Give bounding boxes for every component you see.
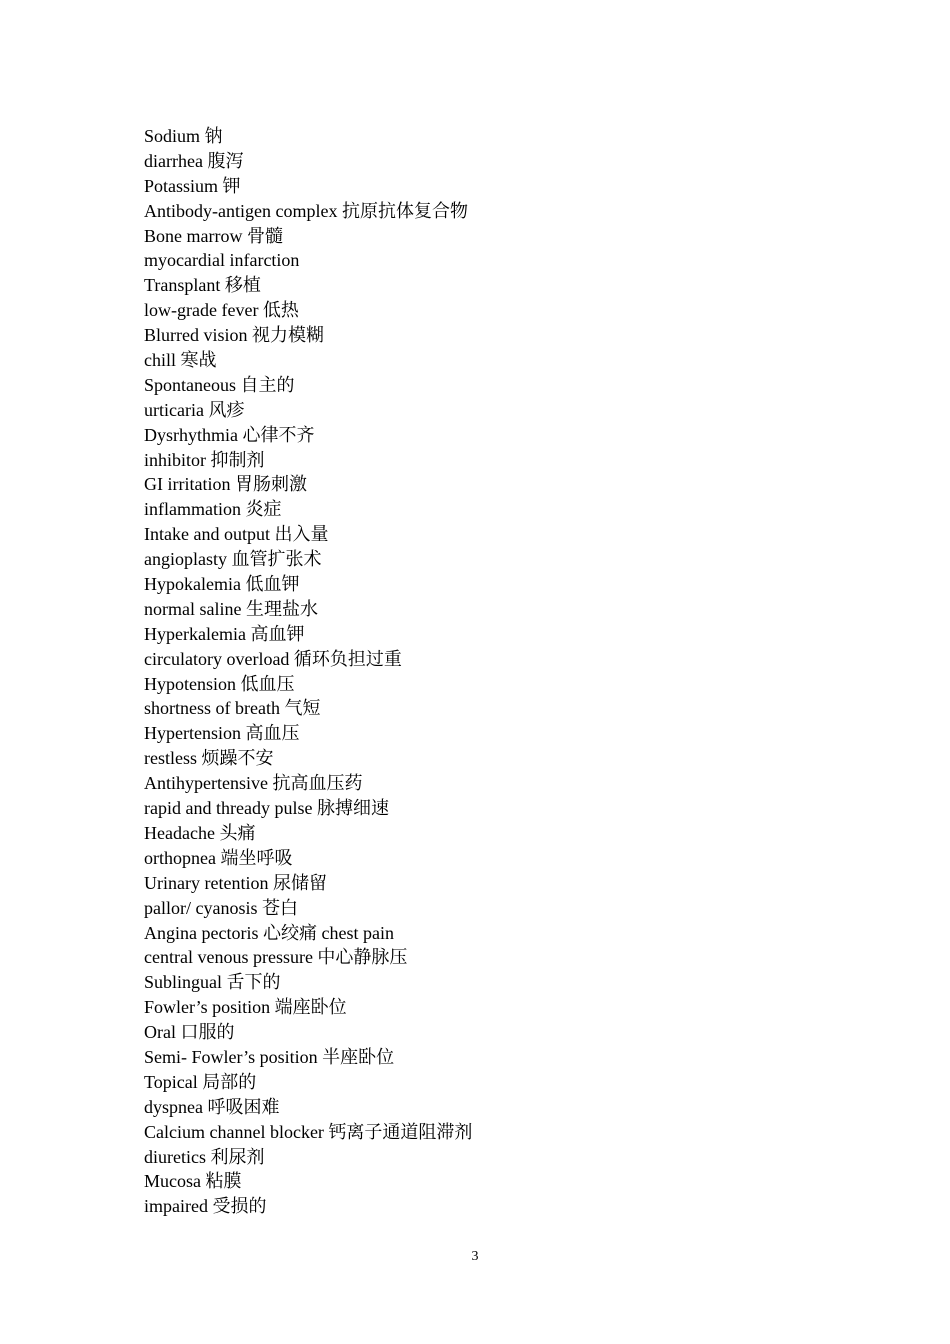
vocabulary-term: low-grade fever 低热 [144, 300, 299, 321]
vocabulary-term: Headache 头痛 [144, 822, 256, 843]
vocabulary-term: Intake and output 出入量 [144, 524, 329, 545]
vocabulary-term: Semi- Fowler’s position 半座卧位 [144, 1046, 395, 1067]
vocabulary-term: angioplasty 血管扩张术 [144, 549, 322, 570]
vocabulary-term: orthopnea 端坐呼吸 [144, 847, 293, 868]
vocabulary-term: Hypertension 高血压 [144, 723, 300, 744]
vocabulary-term: Sodium 钠 [144, 126, 223, 146]
vocabulary-term: Topical 局部的 [144, 1071, 257, 1092]
vocabulary-term: rapid and thready pulse 脉搏细速 [144, 798, 389, 819]
vocabulary-term: Fowler’s position 端座卧位 [144, 997, 347, 1018]
vocabulary-term: Potassium 钾 [144, 175, 241, 196]
vocabulary-term: GI irritation 胃肠刺激 [144, 474, 307, 495]
vocabulary-term: pallor/ cyanosis 苍白 [144, 897, 298, 918]
vocabulary-term: normal saline 生理盐水 [144, 598, 318, 619]
vocabulary-term: Spontaneous 自主的 [144, 374, 295, 395]
vocabulary-term: Hyperkalemia 高血钾 [144, 623, 305, 644]
vocabulary-term: Mucosa 粘膜 [144, 1171, 242, 1192]
vocabulary-term: Urinary retention 尿储留 [144, 872, 327, 893]
vocabulary-list [144, 124, 472, 1219]
vocabulary-term: Blurred vision 视力模糊 [144, 325, 324, 346]
vocabulary-term: urticaria 风疹 [144, 399, 245, 420]
vocabulary-term: circulatory overload 循环负担过重 [144, 648, 402, 669]
vocabulary-term: restless 烦躁不安 [144, 748, 274, 769]
vocabulary-term: Antihypertensive 抗高血压药 [144, 773, 363, 794]
vocabulary-term: central venous pressure 中心静脉压 [144, 947, 408, 968]
vocabulary-term: chill 寒战 [144, 350, 217, 371]
vocabulary-term: Oral 口服的 [144, 1022, 235, 1043]
vocabulary-term: myocardial infarction [144, 250, 300, 271]
vocabulary-term: Transplant 移植 [144, 275, 261, 296]
vocabulary-term: Calcium channel blocker 钙离子通道阻滞剂 [144, 1121, 473, 1142]
vocabulary-term: Dysrhythmia 心律不齐 [144, 424, 315, 445]
vocabulary-term: Sublingual 舌下的 [144, 972, 281, 993]
vocabulary-term: Hypokalemia 低血钾 [144, 574, 300, 595]
vocabulary-term: diarrhea 腹泻 [144, 150, 244, 171]
vocabulary-term: Hypotension 低血压 [144, 673, 295, 694]
vocabulary-term: dyspnea 呼吸困难 [144, 1096, 280, 1117]
vocabulary-term: inhibitor 抑制剂 [144, 449, 265, 470]
page-number: 3 [471, 1249, 479, 1264]
vocabulary-term: Antibody-antigen complex 抗原抗体复合物 [144, 200, 468, 221]
vocabulary-term: shortness of breath 气短 [144, 698, 321, 719]
vocabulary-term: impaired 受损的 [144, 1196, 267, 1217]
vocabulary-term: Angina pectoris 心绞痛 chest pain [144, 922, 394, 943]
vocabulary-term: Bone marrow 骨髓 [144, 225, 283, 246]
vocabulary-term: diuretics 利尿剂 [144, 1146, 265, 1167]
vocabulary-term: inflammation 炎症 [144, 499, 282, 520]
